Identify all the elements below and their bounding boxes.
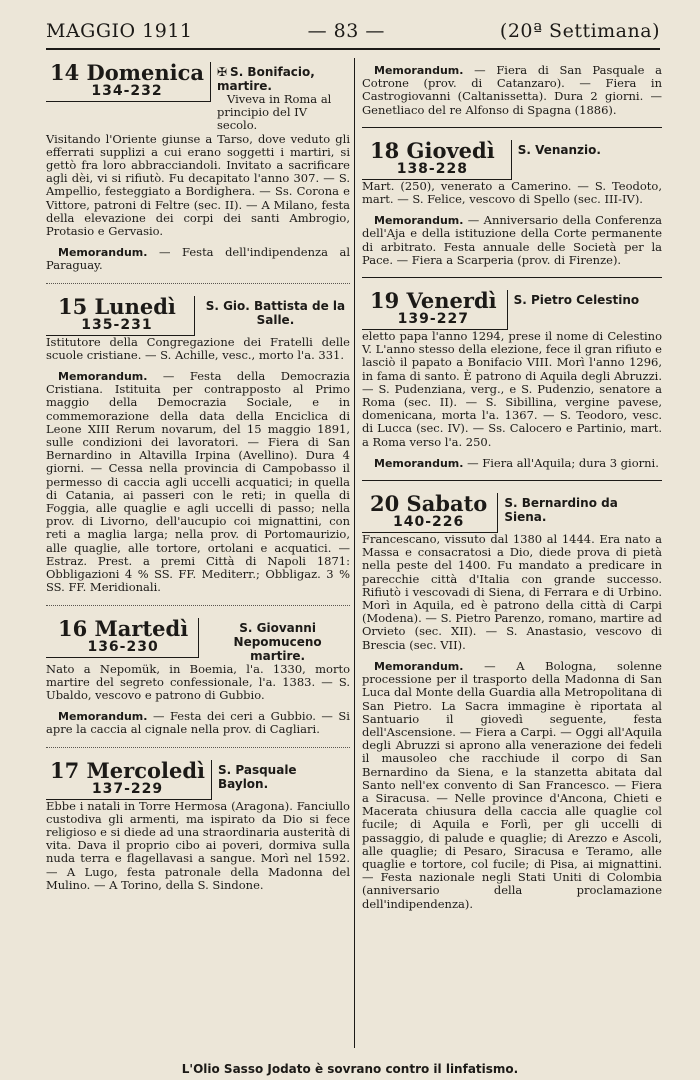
day-lead-text: Mart. (250), venerato a Camerino. — S. Teodoto, mart. — S. Felice, vescovo di Spello (sec. III-IV).	[362, 178, 662, 207]
day-numbers: 140-226	[393, 514, 465, 531]
day-lead-text: eletto papa l'anno 1294, prese il nome di Celestino V. L'anno stesso della elezione, fece il gran rifiuto e lasciò il papato a Bonifacio VIII. Morì l'anno 1296, in fama di santo. È patrono di Aquila degli Abruzzi. — S. Pudenziana, verg., e S. Pudenzio, senatore a Roma (sec. II). — S. Sibillina, vergine pavese, domenicana, morta l'a. 1367. — S. Teodoro, vesc. di Lucca (sec. IV). — Ss. Calocero e Partinio, mart. a Roma verso l'a. 250.	[362, 329, 662, 449]
day-name: 20 Sabato	[370, 491, 488, 517]
advertisement-footer: L'Olio Sasso Jodato è sovrano contro il linfatismo.	[181, 1062, 519, 1076]
day-name: 18 Giovedì	[370, 137, 495, 163]
date-box	[362, 290, 508, 330]
day-numbers: 137-229	[91, 780, 164, 797]
day-entry-20	[362, 493, 662, 911]
memorandum-label: Memorandum.	[374, 659, 464, 673]
memorandum-label: Memorandum.	[374, 456, 464, 470]
header-month: MAGGIO 1911	[46, 20, 193, 42]
saint-name: S. Bonifacio, martire.	[216, 65, 315, 93]
date-box	[46, 757, 212, 800]
memorandum	[46, 370, 350, 594]
column-divider	[354, 58, 355, 1048]
day-lead-text: Viveva in Roma al principio del IV secolo.	[216, 92, 332, 133]
saint-name: S. Pietro Celestino	[513, 293, 640, 308]
dotted-separator	[46, 747, 350, 748]
memorandum	[362, 64, 662, 117]
day-name: 16 Martedì	[58, 615, 189, 641]
day-numbers: 136-230	[87, 638, 159, 655]
saint-name: S. Venanzio.	[517, 142, 601, 157]
memorandum-label: Memorandum.	[58, 710, 148, 724]
date-box	[46, 62, 211, 102]
day-lead-text: Istitutore della Congregazione dei Fratelli delle scuole cristiane. — S. Achille, vesc., morto l'a. 331.	[46, 334, 350, 362]
saint-name: S. Bernardino da Siena.	[504, 496, 618, 525]
memorandum-label: Memorandum.	[374, 214, 464, 228]
day-name: 15 Lunedì	[58, 293, 176, 319]
dotted-separator	[46, 605, 350, 606]
day-entry-14	[46, 62, 350, 273]
day-lead-text: Francescano, vissuto dal 1380 al 1444. Era nato a Massa e consacratosi a Dio, diede prova di pietà nella peste del 1400. Fu mandato a predicare in parecchie città d'Italia con grande successo. Rifiutò i vescovadi di Siena, di Ferrara e di Urbino. Morì in Aquila, ed è patrono della città di Carpi (Modena). — S. Pietro Parenzo, romano, martire ad Orvieto (sec. XII). — S. Anastasio, vescovo di Brescia (sec. VII).	[362, 532, 662, 652]
separator-line	[362, 480, 662, 481]
day-entry-15	[46, 293, 350, 595]
separator-line	[362, 127, 662, 128]
memorandum-text: — A Bologna, solenne processione per il trasporto della Madonna di San Luca dal Monte della Guardia alla Metropolitana di San Pietro. La Sacra immagine è riportata al Santuario il giovedì seguente, festa dell'Ascensione. — Fiera a Carpi. — Oggi all'Aquila degli Abruzzi si aprono alla venerazione dei fedeli il mausoleo che racchiude il corpo di San Bernardino da Siena, e la stanzetta abitata dal Santo nell'ex convento di San Francesco. — Fiera a Siracusa. — Nelle province d'Ancona, Chieti e Macerata chiusura della caccia alle quaglie col fucile; di Aquila e Forlì, per gli uccelli di passaggio, di palude e quaglie; di Arezzo e Ascoli, alle quaglie; di Pesaro, Siracusa e Teramo, alle quaglie e tortore, col fucile; di Pisa, ai mignattini. — Festa nazionale negli Stati Uniti di Colombia (anniversario della proclamazione dell'indipendenza).	[362, 658, 662, 911]
day-numbers: 135-231	[81, 316, 153, 333]
page-header	[46, 20, 660, 50]
day-name: 17 Mercoledì	[50, 757, 205, 783]
day-body-text: Visitando l'Oriente giunse a Tarso, dove veduto gli efferrati supplizi a cui erano soggetti i martiri, si gettò fra loro abbracciandoli. Invitato a sacrificare agli dèi, vi si rifiutò. Fu decapitato l'anno 307. — S. Ampellio, festeggiato a Bordighera. — Ss. Corona e Vittore, patroni di Feltre (sec. II). — A Milano, festa della elevazione dei corpi dei santi Ambrogio, Protasio e Gervasio.	[46, 131, 350, 239]
right-column	[362, 62, 662, 1040]
memorandum-text: — Anniversario della Conferenza dell'Aja e della istituzione della Corte permanente di arbitrato. Festa annuale delle Società per la Pace. — Fiera a Scarperia (prov. di Firenze).	[362, 213, 662, 267]
day-entry-19	[362, 290, 662, 470]
saint-name: S. Pasquale Baylon.	[218, 762, 297, 791]
memorandum	[46, 710, 350, 736]
memorandum	[362, 214, 662, 267]
left-column	[46, 62, 350, 1040]
memorandum-text: — Festa della Democrazia Cristiana. Istituita per contrapposto al Primo maggio della Democrazia Sociale, e in commemorazione della data della Enciclica di Leone XIII Rerum novarum, del 15 maggio 1891, sulle condizioni dei lavoratori. — Fiera di San Bernardino in Altavilla Irpina (Avellino). Dura 4 giorni. — Cessa nella provincia di Campobasso il permesso di caccia agli uccelli acquatici; in quella di Catania, ai passeri con le reti; in quella di Foggia, alle quaglie e agli uccelli di passo; nella prov. di Livorno, dell'aucupio coi mignattini, con reti a maglia larga; nella prov. di Portomaurizio, alle quaglie, alle tortore, ortolani e acquatici. — Estraz. Prest. a premi Città di Napoli 1871: Obbligazioni 4 % SS. FF. Mediterr.; Obbligaz. 3 % SS. FF. Meridionali.	[46, 369, 350, 595]
date-box	[362, 493, 498, 533]
cross-icon: ✠	[216, 65, 228, 79]
day-numbers: 139-227	[397, 311, 469, 328]
date-box	[46, 615, 199, 658]
header-page-number: — 83 —	[307, 20, 385, 42]
day-entry-16	[46, 615, 350, 737]
saint-name: S. Gio. Battista de la Salle.	[205, 298, 346, 327]
memorandum-text: — Fiera di San Pasquale a Cotrone (prov. di Catanzaro). — Fiera in Castrogiovanni (Caltanissetta). Dura 2 giorni. — Genetliaco del re Alfonso di Spagna (1886).	[362, 63, 662, 117]
memorandum	[362, 457, 662, 470]
day-lead-text: Nato a Nepomük, in Boemia, l'a. 1330, morto martire del segreto confessionale, l'a. 1383. — S. Ubaldo, vescovo e patrono di Gubbio.	[46, 661, 350, 702]
memorandum-text: — Fiera all'Aquila; dura 3 giorni.	[463, 455, 659, 470]
saint-name: S. Giovanni Nepomuceno martire.	[233, 620, 322, 663]
memorandum	[362, 660, 662, 911]
header-week: (20ª Settimana)	[499, 20, 660, 42]
day-numbers: 134-232	[91, 83, 163, 99]
memorandum-text: — Festa dell'indipendenza al Paraguay.	[46, 245, 350, 273]
memorandum-label: Memorandum.	[374, 64, 464, 77]
day-entry-18	[362, 137, 662, 267]
memorandum-label: Memorandum.	[58, 246, 148, 260]
memorandum-text: — Festa dei ceri a Gubbio. — Si apre la caccia al cignale nella prov. di Cagliari.	[46, 709, 350, 737]
memorandum	[46, 246, 350, 272]
separator-line	[362, 277, 662, 278]
memorandum-label: Memorandum.	[58, 370, 148, 384]
date-box	[362, 137, 512, 180]
day-numbers: 138-228	[396, 160, 468, 177]
day-lead-text: Ebbe i natali in Torre Hermosa (Aragona). Fanciullo custodiva gli armenti, ma ispirato da Dio si fece religioso e si diede ad una straordinaria austerità di vita. Dava il proprio cibo ai poveri, dormiva sulla nuda terra e flagellavasi a sangue. Morì nel 1592. — A Lugo, festa patronale della Madonna del Mulino. — A Torino, della S. Sindone.	[46, 798, 350, 892]
day-name: 14 Domenica	[50, 60, 204, 85]
date-box	[46, 293, 195, 336]
dotted-separator	[46, 283, 350, 284]
day-name: 19 Venerdì	[370, 288, 497, 314]
day-entry-17	[46, 757, 350, 892]
